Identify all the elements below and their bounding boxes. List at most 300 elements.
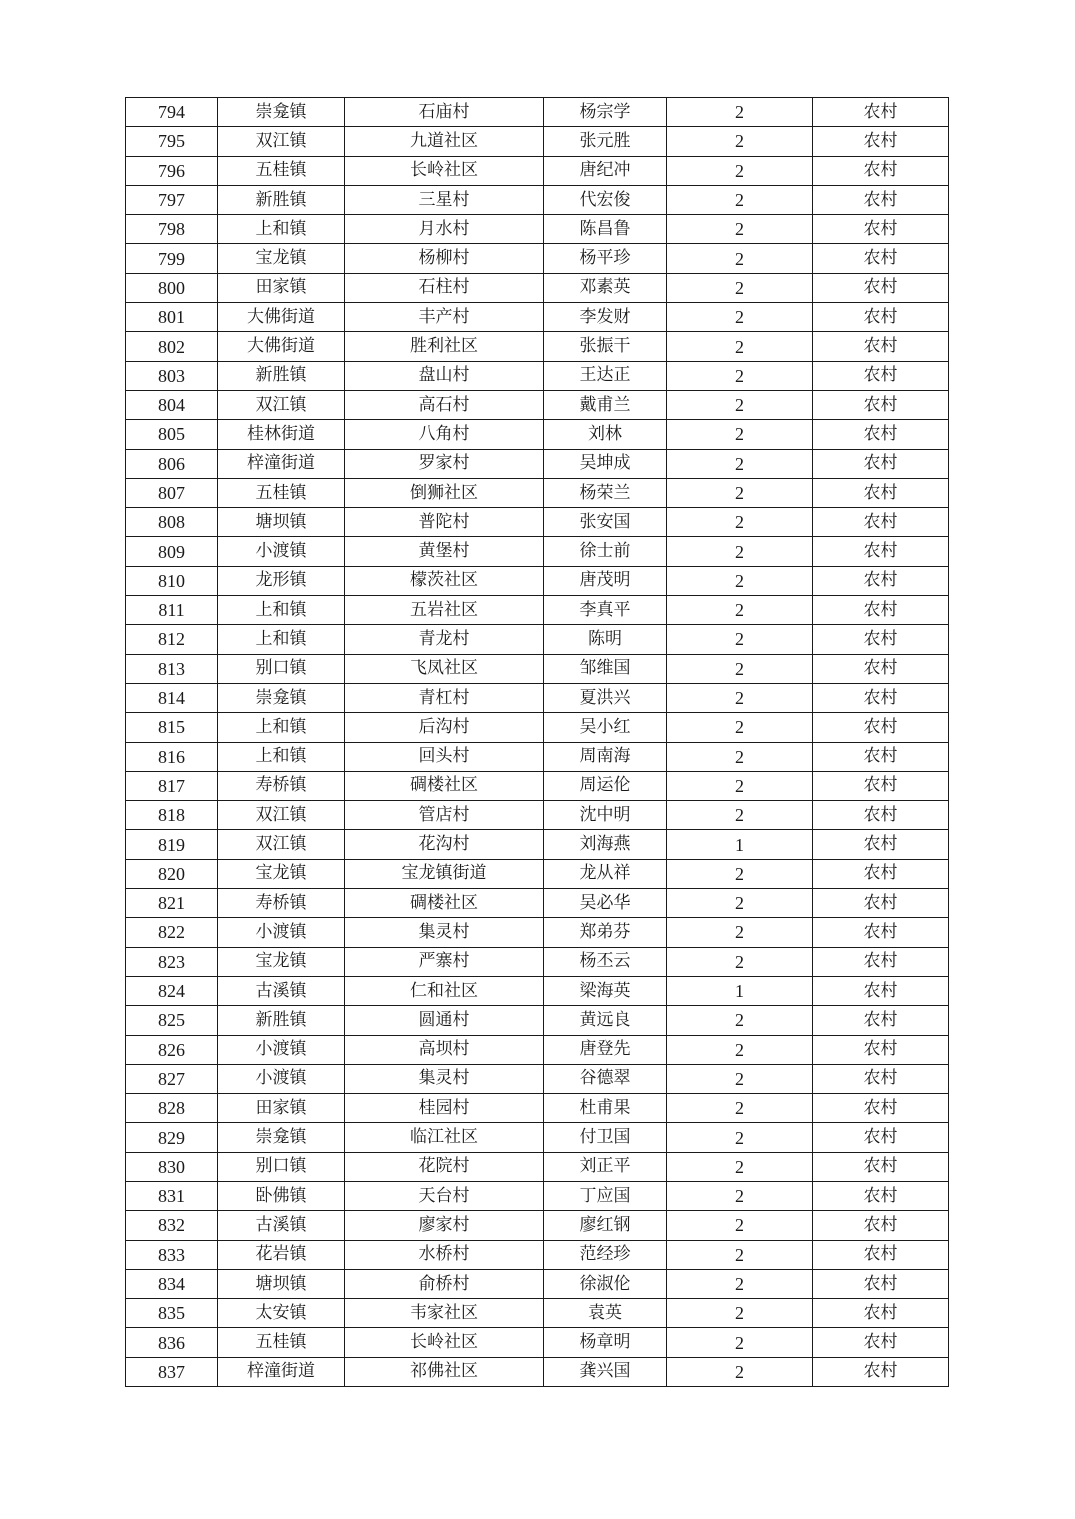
name-cell: 张元胜 [544, 127, 667, 156]
town-cell: 别口镇 [218, 654, 345, 683]
count-cell: 2 [667, 1035, 813, 1064]
name-cell: 徐淑伦 [544, 1269, 667, 1298]
name-cell: 龚兴国 [544, 1357, 667, 1386]
type-cell: 农村 [813, 830, 949, 859]
town-cell: 塘坝镇 [218, 508, 345, 537]
serial-number-cell: 805 [126, 420, 218, 449]
village-cell: 黄堡村 [345, 537, 544, 566]
count-cell: 2 [667, 947, 813, 976]
name-cell: 刘正平 [544, 1152, 667, 1181]
serial-number-cell: 803 [126, 361, 218, 390]
town-cell: 龙形镇 [218, 566, 345, 595]
village-cell: 俞桥村 [345, 1269, 544, 1298]
name-cell: 范经珍 [544, 1240, 667, 1269]
village-cell: 管店村 [345, 801, 544, 830]
town-cell: 大佛街道 [218, 332, 345, 361]
type-cell: 农村 [813, 1152, 949, 1181]
name-cell: 吴坤成 [544, 449, 667, 478]
type-cell: 农村 [813, 771, 949, 800]
count-cell: 1 [667, 830, 813, 859]
name-cell: 吴必华 [544, 889, 667, 918]
village-cell: 八角村 [345, 420, 544, 449]
serial-number-cell: 830 [126, 1152, 218, 1181]
type-cell: 农村 [813, 537, 949, 566]
name-cell: 杨宗学 [544, 98, 667, 127]
serial-number-cell: 797 [126, 185, 218, 214]
town-cell: 崇龛镇 [218, 98, 345, 127]
count-cell: 2 [667, 361, 813, 390]
name-cell: 吴小红 [544, 713, 667, 742]
count-cell: 2 [667, 1240, 813, 1269]
count-cell: 2 [667, 1064, 813, 1093]
count-cell: 2 [667, 1328, 813, 1357]
table-row [126, 683, 949, 712]
serial-number-cell: 826 [126, 1035, 218, 1064]
serial-number-cell: 817 [126, 771, 218, 800]
serial-number-cell: 828 [126, 1094, 218, 1123]
serial-number-cell: 823 [126, 947, 218, 976]
count-cell: 2 [667, 889, 813, 918]
table-row [126, 859, 949, 888]
village-cell: 仁和社区 [345, 976, 544, 1005]
serial-number-cell: 818 [126, 801, 218, 830]
village-cell: 罗家村 [345, 449, 544, 478]
name-cell: 廖红钢 [544, 1211, 667, 1240]
town-cell: 别口镇 [218, 1152, 345, 1181]
name-cell: 梁海英 [544, 976, 667, 1005]
village-cell: 石柱村 [345, 273, 544, 302]
table-row [126, 1123, 949, 1152]
name-cell: 黄远良 [544, 1006, 667, 1035]
serial-number-cell: 811 [126, 596, 218, 625]
count-cell: 2 [667, 215, 813, 244]
table-row [126, 654, 949, 683]
town-cell: 田家镇 [218, 1094, 345, 1123]
name-cell: 夏洪兴 [544, 683, 667, 712]
table-row [126, 771, 949, 800]
count-cell: 2 [667, 859, 813, 888]
count-cell: 2 [667, 1299, 813, 1328]
town-cell: 寿桥镇 [218, 771, 345, 800]
name-cell: 杨丕云 [544, 947, 667, 976]
type-cell: 农村 [813, 801, 949, 830]
table-row [126, 625, 949, 654]
table-row [126, 1181, 949, 1210]
type-cell: 农村 [813, 1299, 949, 1328]
table-row [126, 1094, 949, 1123]
type-cell: 农村 [813, 1123, 949, 1152]
type-cell: 农村 [813, 566, 949, 595]
count-cell: 2 [667, 390, 813, 419]
village-cell: 碉楼社区 [345, 771, 544, 800]
name-cell: 周运伦 [544, 771, 667, 800]
type-cell: 农村 [813, 918, 949, 947]
serial-number-cell: 801 [126, 303, 218, 332]
village-cell: 九道社区 [345, 127, 544, 156]
serial-number-cell: 806 [126, 449, 218, 478]
serial-number-cell: 807 [126, 478, 218, 507]
name-cell: 付卫国 [544, 1123, 667, 1152]
table-row [126, 1211, 949, 1240]
count-cell: 2 [667, 508, 813, 537]
name-cell: 杨章明 [544, 1328, 667, 1357]
serial-number-cell: 809 [126, 537, 218, 566]
name-cell: 刘林 [544, 420, 667, 449]
name-cell: 陈明 [544, 625, 667, 654]
type-cell: 农村 [813, 1064, 949, 1093]
name-cell: 唐纪冲 [544, 156, 667, 185]
table-row [126, 976, 949, 1005]
village-cell: 天台村 [345, 1181, 544, 1210]
name-cell: 沈中明 [544, 801, 667, 830]
town-cell: 宝龙镇 [218, 947, 345, 976]
name-cell: 丁应国 [544, 1181, 667, 1210]
village-cell: 后沟村 [345, 713, 544, 742]
count-cell: 2 [667, 1152, 813, 1181]
type-cell: 农村 [813, 1211, 949, 1240]
count-cell: 2 [667, 127, 813, 156]
name-cell: 王达正 [544, 361, 667, 390]
name-cell: 郑弟芬 [544, 918, 667, 947]
name-cell: 陈昌鲁 [544, 215, 667, 244]
table-row [126, 508, 949, 537]
table-row [126, 332, 949, 361]
village-cell: 集灵村 [345, 918, 544, 947]
count-cell: 2 [667, 244, 813, 273]
count-cell: 2 [667, 1123, 813, 1152]
village-cell: 月水村 [345, 215, 544, 244]
serial-number-cell: 836 [126, 1328, 218, 1357]
serial-number-cell: 832 [126, 1211, 218, 1240]
serial-number-cell: 813 [126, 654, 218, 683]
town-cell: 双江镇 [218, 127, 345, 156]
type-cell: 农村 [813, 332, 949, 361]
type-cell: 农村 [813, 156, 949, 185]
village-cell: 桂园村 [345, 1094, 544, 1123]
type-cell: 农村 [813, 1328, 949, 1357]
village-cell: 花院村 [345, 1152, 544, 1181]
name-cell: 龙从祥 [544, 859, 667, 888]
type-cell: 农村 [813, 127, 949, 156]
count-cell: 2 [667, 625, 813, 654]
town-cell: 双江镇 [218, 830, 345, 859]
town-cell: 五桂镇 [218, 1328, 345, 1357]
town-cell: 小渡镇 [218, 1035, 345, 1064]
town-cell: 小渡镇 [218, 918, 345, 947]
village-cell: 三星村 [345, 185, 544, 214]
village-cell: 五岩社区 [345, 596, 544, 625]
village-cell: 廖家村 [345, 1211, 544, 1240]
count-cell: 2 [667, 1094, 813, 1123]
count-cell: 2 [667, 273, 813, 302]
town-cell: 双江镇 [218, 390, 345, 419]
name-cell: 代宏俊 [544, 185, 667, 214]
serial-number-cell: 796 [126, 156, 218, 185]
table-row [126, 713, 949, 742]
village-cell: 长岭社区 [345, 1328, 544, 1357]
count-cell: 1 [667, 976, 813, 1005]
count-cell: 2 [667, 478, 813, 507]
town-cell: 寿桥镇 [218, 889, 345, 918]
village-cell: 长岭社区 [345, 156, 544, 185]
village-cell: 石庙村 [345, 98, 544, 127]
type-cell: 农村 [813, 596, 949, 625]
village-cell: 集灵村 [345, 1064, 544, 1093]
count-cell: 2 [667, 742, 813, 771]
town-cell: 宝龙镇 [218, 244, 345, 273]
serial-number-cell: 827 [126, 1064, 218, 1093]
type-cell: 农村 [813, 361, 949, 390]
table-row [126, 742, 949, 771]
village-cell: 飞凤社区 [345, 654, 544, 683]
type-cell: 农村 [813, 1240, 949, 1269]
count-cell: 2 [667, 654, 813, 683]
count-cell: 2 [667, 1357, 813, 1386]
type-cell: 农村 [813, 273, 949, 302]
serial-number-cell: 812 [126, 625, 218, 654]
table-row [126, 1035, 949, 1064]
serial-number-cell: 833 [126, 1240, 218, 1269]
table-row [126, 127, 949, 156]
serial-number-cell: 822 [126, 918, 218, 947]
town-cell: 五桂镇 [218, 156, 345, 185]
table-row [126, 830, 949, 859]
table-row [126, 1006, 949, 1035]
count-cell: 2 [667, 1181, 813, 1210]
table-row [126, 361, 949, 390]
town-cell: 花岩镇 [218, 1240, 345, 1269]
type-cell: 农村 [813, 1006, 949, 1035]
table-row [126, 156, 949, 185]
type-cell: 农村 [813, 185, 949, 214]
name-cell: 袁英 [544, 1299, 667, 1328]
count-cell: 2 [667, 683, 813, 712]
count-cell: 2 [667, 303, 813, 332]
town-cell: 上和镇 [218, 713, 345, 742]
serial-number-cell: 808 [126, 508, 218, 537]
village-cell: 高坝村 [345, 1035, 544, 1064]
town-cell: 塘坝镇 [218, 1269, 345, 1298]
type-cell: 农村 [813, 244, 949, 273]
count-cell: 2 [667, 449, 813, 478]
serial-number-cell: 834 [126, 1269, 218, 1298]
table-row [126, 801, 949, 830]
village-cell: 丰产村 [345, 303, 544, 332]
serial-number-cell: 798 [126, 215, 218, 244]
type-cell: 农村 [813, 713, 949, 742]
village-cell: 檬茨社区 [345, 566, 544, 595]
name-cell: 杜甫果 [544, 1094, 667, 1123]
village-cell: 盘山村 [345, 361, 544, 390]
town-cell: 上和镇 [218, 625, 345, 654]
type-cell: 农村 [813, 478, 949, 507]
name-cell: 唐茂明 [544, 566, 667, 595]
serial-number-cell: 794 [126, 98, 218, 127]
town-cell: 崇龛镇 [218, 683, 345, 712]
count-cell: 2 [667, 566, 813, 595]
serial-number-cell: 804 [126, 390, 218, 419]
type-cell: 农村 [813, 976, 949, 1005]
town-cell: 五桂镇 [218, 478, 345, 507]
name-cell: 张振干 [544, 332, 667, 361]
town-cell: 小渡镇 [218, 1064, 345, 1093]
village-cell: 青龙村 [345, 625, 544, 654]
count-cell: 2 [667, 332, 813, 361]
table-row [126, 1269, 949, 1298]
village-cell: 回头村 [345, 742, 544, 771]
village-cell: 严寨村 [345, 947, 544, 976]
town-cell: 双江镇 [218, 801, 345, 830]
count-cell: 2 [667, 1006, 813, 1035]
table-row [126, 273, 949, 302]
town-cell: 田家镇 [218, 273, 345, 302]
village-cell: 水桥村 [345, 1240, 544, 1269]
village-cell: 祁佛社区 [345, 1357, 544, 1386]
village-cell: 碉楼社区 [345, 889, 544, 918]
village-cell: 临江社区 [345, 1123, 544, 1152]
table-row [126, 449, 949, 478]
count-cell: 2 [667, 1269, 813, 1298]
roster-table-body [126, 98, 949, 1387]
village-cell: 韦家社区 [345, 1299, 544, 1328]
village-cell: 倒狮社区 [345, 478, 544, 507]
table-row [126, 918, 949, 947]
roster-table [125, 97, 949, 1387]
name-cell: 徐士前 [544, 537, 667, 566]
count-cell: 2 [667, 156, 813, 185]
town-cell: 新胜镇 [218, 361, 345, 390]
town-cell: 太安镇 [218, 1299, 345, 1328]
name-cell: 刘海燕 [544, 830, 667, 859]
count-cell: 2 [667, 771, 813, 800]
table-row [126, 596, 949, 625]
count-cell: 2 [667, 918, 813, 947]
table-row [126, 1152, 949, 1181]
serial-number-cell: 800 [126, 273, 218, 302]
serial-number-cell: 819 [126, 830, 218, 859]
table-row [126, 1240, 949, 1269]
serial-number-cell: 799 [126, 244, 218, 273]
name-cell: 杨平珍 [544, 244, 667, 273]
serial-number-cell: 824 [126, 976, 218, 1005]
serial-number-cell: 814 [126, 683, 218, 712]
table-row [126, 1299, 949, 1328]
name-cell: 戴甫兰 [544, 390, 667, 419]
town-cell: 上和镇 [218, 596, 345, 625]
serial-number-cell: 816 [126, 742, 218, 771]
town-cell: 古溪镇 [218, 976, 345, 1005]
town-cell: 卧佛镇 [218, 1181, 345, 1210]
type-cell: 农村 [813, 303, 949, 332]
type-cell: 农村 [813, 889, 949, 918]
type-cell: 农村 [813, 742, 949, 771]
type-cell: 农村 [813, 1035, 949, 1064]
type-cell: 农村 [813, 390, 949, 419]
village-cell: 杨柳村 [345, 244, 544, 273]
name-cell: 杨荣兰 [544, 478, 667, 507]
type-cell: 农村 [813, 625, 949, 654]
table-row [126, 303, 949, 332]
table-row [126, 98, 949, 127]
town-cell: 崇龛镇 [218, 1123, 345, 1152]
town-cell: 梓潼街道 [218, 1357, 345, 1386]
name-cell: 周南海 [544, 742, 667, 771]
table-row [126, 1064, 949, 1093]
table-row [126, 215, 949, 244]
table-row [126, 478, 949, 507]
serial-number-cell: 831 [126, 1181, 218, 1210]
table-row [126, 185, 949, 214]
name-cell: 张安国 [544, 508, 667, 537]
count-cell: 2 [667, 801, 813, 830]
village-cell: 胜利社区 [345, 332, 544, 361]
serial-number-cell: 835 [126, 1299, 218, 1328]
type-cell: 农村 [813, 420, 949, 449]
count-cell: 2 [667, 185, 813, 214]
name-cell: 李真平 [544, 596, 667, 625]
count-cell: 2 [667, 420, 813, 449]
table-row [126, 390, 949, 419]
serial-number-cell: 815 [126, 713, 218, 742]
serial-number-cell: 837 [126, 1357, 218, 1386]
type-cell: 农村 [813, 215, 949, 244]
table-row [126, 947, 949, 976]
serial-number-cell: 820 [126, 859, 218, 888]
town-cell: 新胜镇 [218, 185, 345, 214]
table-row [126, 889, 949, 918]
town-cell: 古溪镇 [218, 1211, 345, 1240]
town-cell: 新胜镇 [218, 1006, 345, 1035]
town-cell: 梓潼街道 [218, 449, 345, 478]
type-cell: 农村 [813, 859, 949, 888]
type-cell: 农村 [813, 947, 949, 976]
count-cell: 2 [667, 713, 813, 742]
town-cell: 上和镇 [218, 742, 345, 771]
village-cell: 高石村 [345, 390, 544, 419]
village-cell: 圆通村 [345, 1006, 544, 1035]
town-cell: 桂林街道 [218, 420, 345, 449]
type-cell: 农村 [813, 1269, 949, 1298]
type-cell: 农村 [813, 683, 949, 712]
serial-number-cell: 821 [126, 889, 218, 918]
town-cell: 宝龙镇 [218, 859, 345, 888]
name-cell: 邓素英 [544, 273, 667, 302]
table-row [126, 420, 949, 449]
type-cell: 农村 [813, 1094, 949, 1123]
village-cell: 宝龙镇街道 [345, 859, 544, 888]
table-row [126, 1357, 949, 1386]
type-cell: 农村 [813, 449, 949, 478]
table-row [126, 1328, 949, 1357]
type-cell: 农村 [813, 508, 949, 537]
village-cell: 普陀村 [345, 508, 544, 537]
name-cell: 谷德翠 [544, 1064, 667, 1093]
serial-number-cell: 795 [126, 127, 218, 156]
village-cell: 青杠村 [345, 683, 544, 712]
town-cell: 上和镇 [218, 215, 345, 244]
name-cell: 唐登先 [544, 1035, 667, 1064]
table-row [126, 566, 949, 595]
name-cell: 李发财 [544, 303, 667, 332]
table-row [126, 244, 949, 273]
type-cell: 农村 [813, 98, 949, 127]
count-cell: 2 [667, 596, 813, 625]
type-cell: 农村 [813, 1181, 949, 1210]
town-cell: 大佛街道 [218, 303, 345, 332]
type-cell: 农村 [813, 654, 949, 683]
type-cell: 农村 [813, 1357, 949, 1386]
count-cell: 2 [667, 1211, 813, 1240]
